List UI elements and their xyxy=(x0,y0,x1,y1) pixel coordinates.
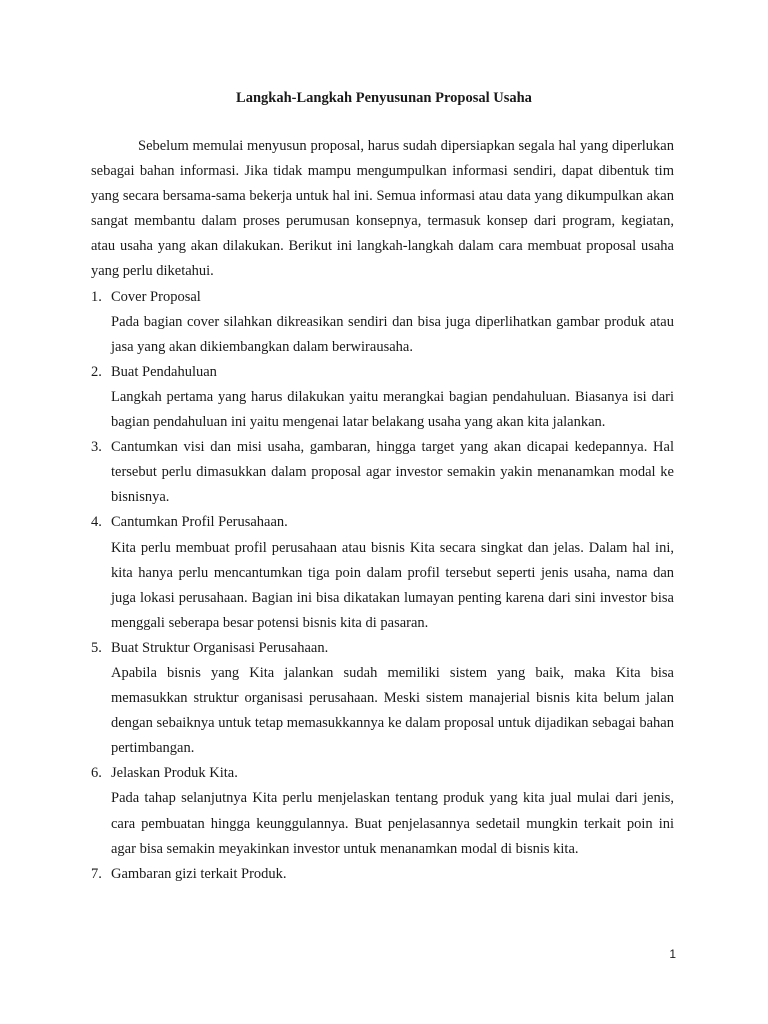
step-description: Apabila bisnis yang Kita jalankan sudah memiliki sistem yang baik, maka Kita bisa memasukkan struktur organisasi perusahaan. Meski sistem manajerial bisnis kita belum jalan dengan sebaiknya untuk tetap memasukkannya ke dalam proposal untuk dijadikan sebagai bahan pertimbangan. xyxy=(111,664,674,757)
step-heading: Gambaran gizi terkait Produk. xyxy=(111,865,287,882)
list-item-5 xyxy=(91,636,674,761)
intro-paragraph: Sebelum memulai menyusun proposal, harus sudah dipersiapkan segala hal yang diperlukan sebagai bahan informasi. Jika tidak mampu mengumpulkan informasi sendiri, dapat dibentuk tim yang secara bersama-sama bekerja untuk hal ini. Semua informasi atau data yang dikumpulkan akan sangat membantu dalam proses perumusan konsepnya, termasuk konsep dari program, kegiatan, atau usaha yang akan dilakukan. Berikut ini langkah-langkah dalam cara membuat proposal usaha yang perlu diketahui. xyxy=(91,138,674,280)
list-item-3 xyxy=(91,435,674,510)
step-description: Pada bagian cover silahkan dikreasikan sendiri dan bisa juga diperlihatkan gambar produk atau jasa yang akan dikiembangkan dalam berwirausaha. xyxy=(111,313,674,355)
list-item-6 xyxy=(91,761,674,861)
step-heading: Cantumkan visi dan misi usaha, gambaran, hingga target yang akan dicapai kedepannya. Hal tersebut perlu dimasukkan dalam proposal agar investor semakin yakin menanamkan modal ke bisnisnya. xyxy=(111,439,674,506)
step-heading: Cantumkan Profil Perusahaan. xyxy=(111,514,288,531)
step-description: Pada tahap selanjutnya Kita perlu menjelaskan tentang produk yang kita jual mulai dari jenis, cara pembuatan hingga keunggulannya. Buat penjelasannya sedetail mungkin terkait poin ini agar bisa semakin meyakinkan investor untuk menanamkan modal di bisnis kita. xyxy=(111,790,674,857)
list-number: 5. xyxy=(91,639,102,656)
step-heading: Buat Struktur Organisasi Perusahaan. xyxy=(111,639,329,656)
document-body xyxy=(91,134,674,887)
list-number: 4. xyxy=(91,514,102,531)
list-number: 3. xyxy=(91,439,102,456)
list-item-1 xyxy=(91,285,674,360)
list-number: 1. xyxy=(91,288,102,305)
list-item-7 xyxy=(91,862,674,887)
list-number: 2. xyxy=(91,363,102,380)
step-heading: Cover Proposal xyxy=(111,288,201,305)
list-number: 7. xyxy=(91,865,102,882)
step-heading: Buat Pendahuluan xyxy=(111,363,217,380)
list-item-2 xyxy=(91,360,674,435)
step-description: Kita perlu membuat profil perusahaan atau bisnis Kita secara singkat dan jelas. Dalam hal ini, kita hanya perlu mencantumkan tiga poin dalam profil tersebut seperti jenis usaha, nama dan juga lokasi perusahaan. Bagian ini bisa dikatakan lumayan penting karena dari sini investor bisa menggali seberapa besar potensi bisnis kita di pasaran. xyxy=(111,539,674,631)
list-number: 6. xyxy=(91,765,102,782)
step-description: Langkah pertama yang harus dilakukan yaitu merangkai bagian pendahuluan. Biasanya isi dari bagian pendahuluan ini yaitu mengenai latar belakang usaha yang akan kita jalankan. xyxy=(111,388,674,431)
step-heading: Jelaskan Produk Kita. xyxy=(111,765,238,782)
page-number: 1 xyxy=(669,947,676,961)
document-title: Langkah-Langkah Penyusunan Proposal Usaha xyxy=(236,90,532,106)
list-item-4 xyxy=(91,510,674,635)
steps-list xyxy=(91,285,674,887)
